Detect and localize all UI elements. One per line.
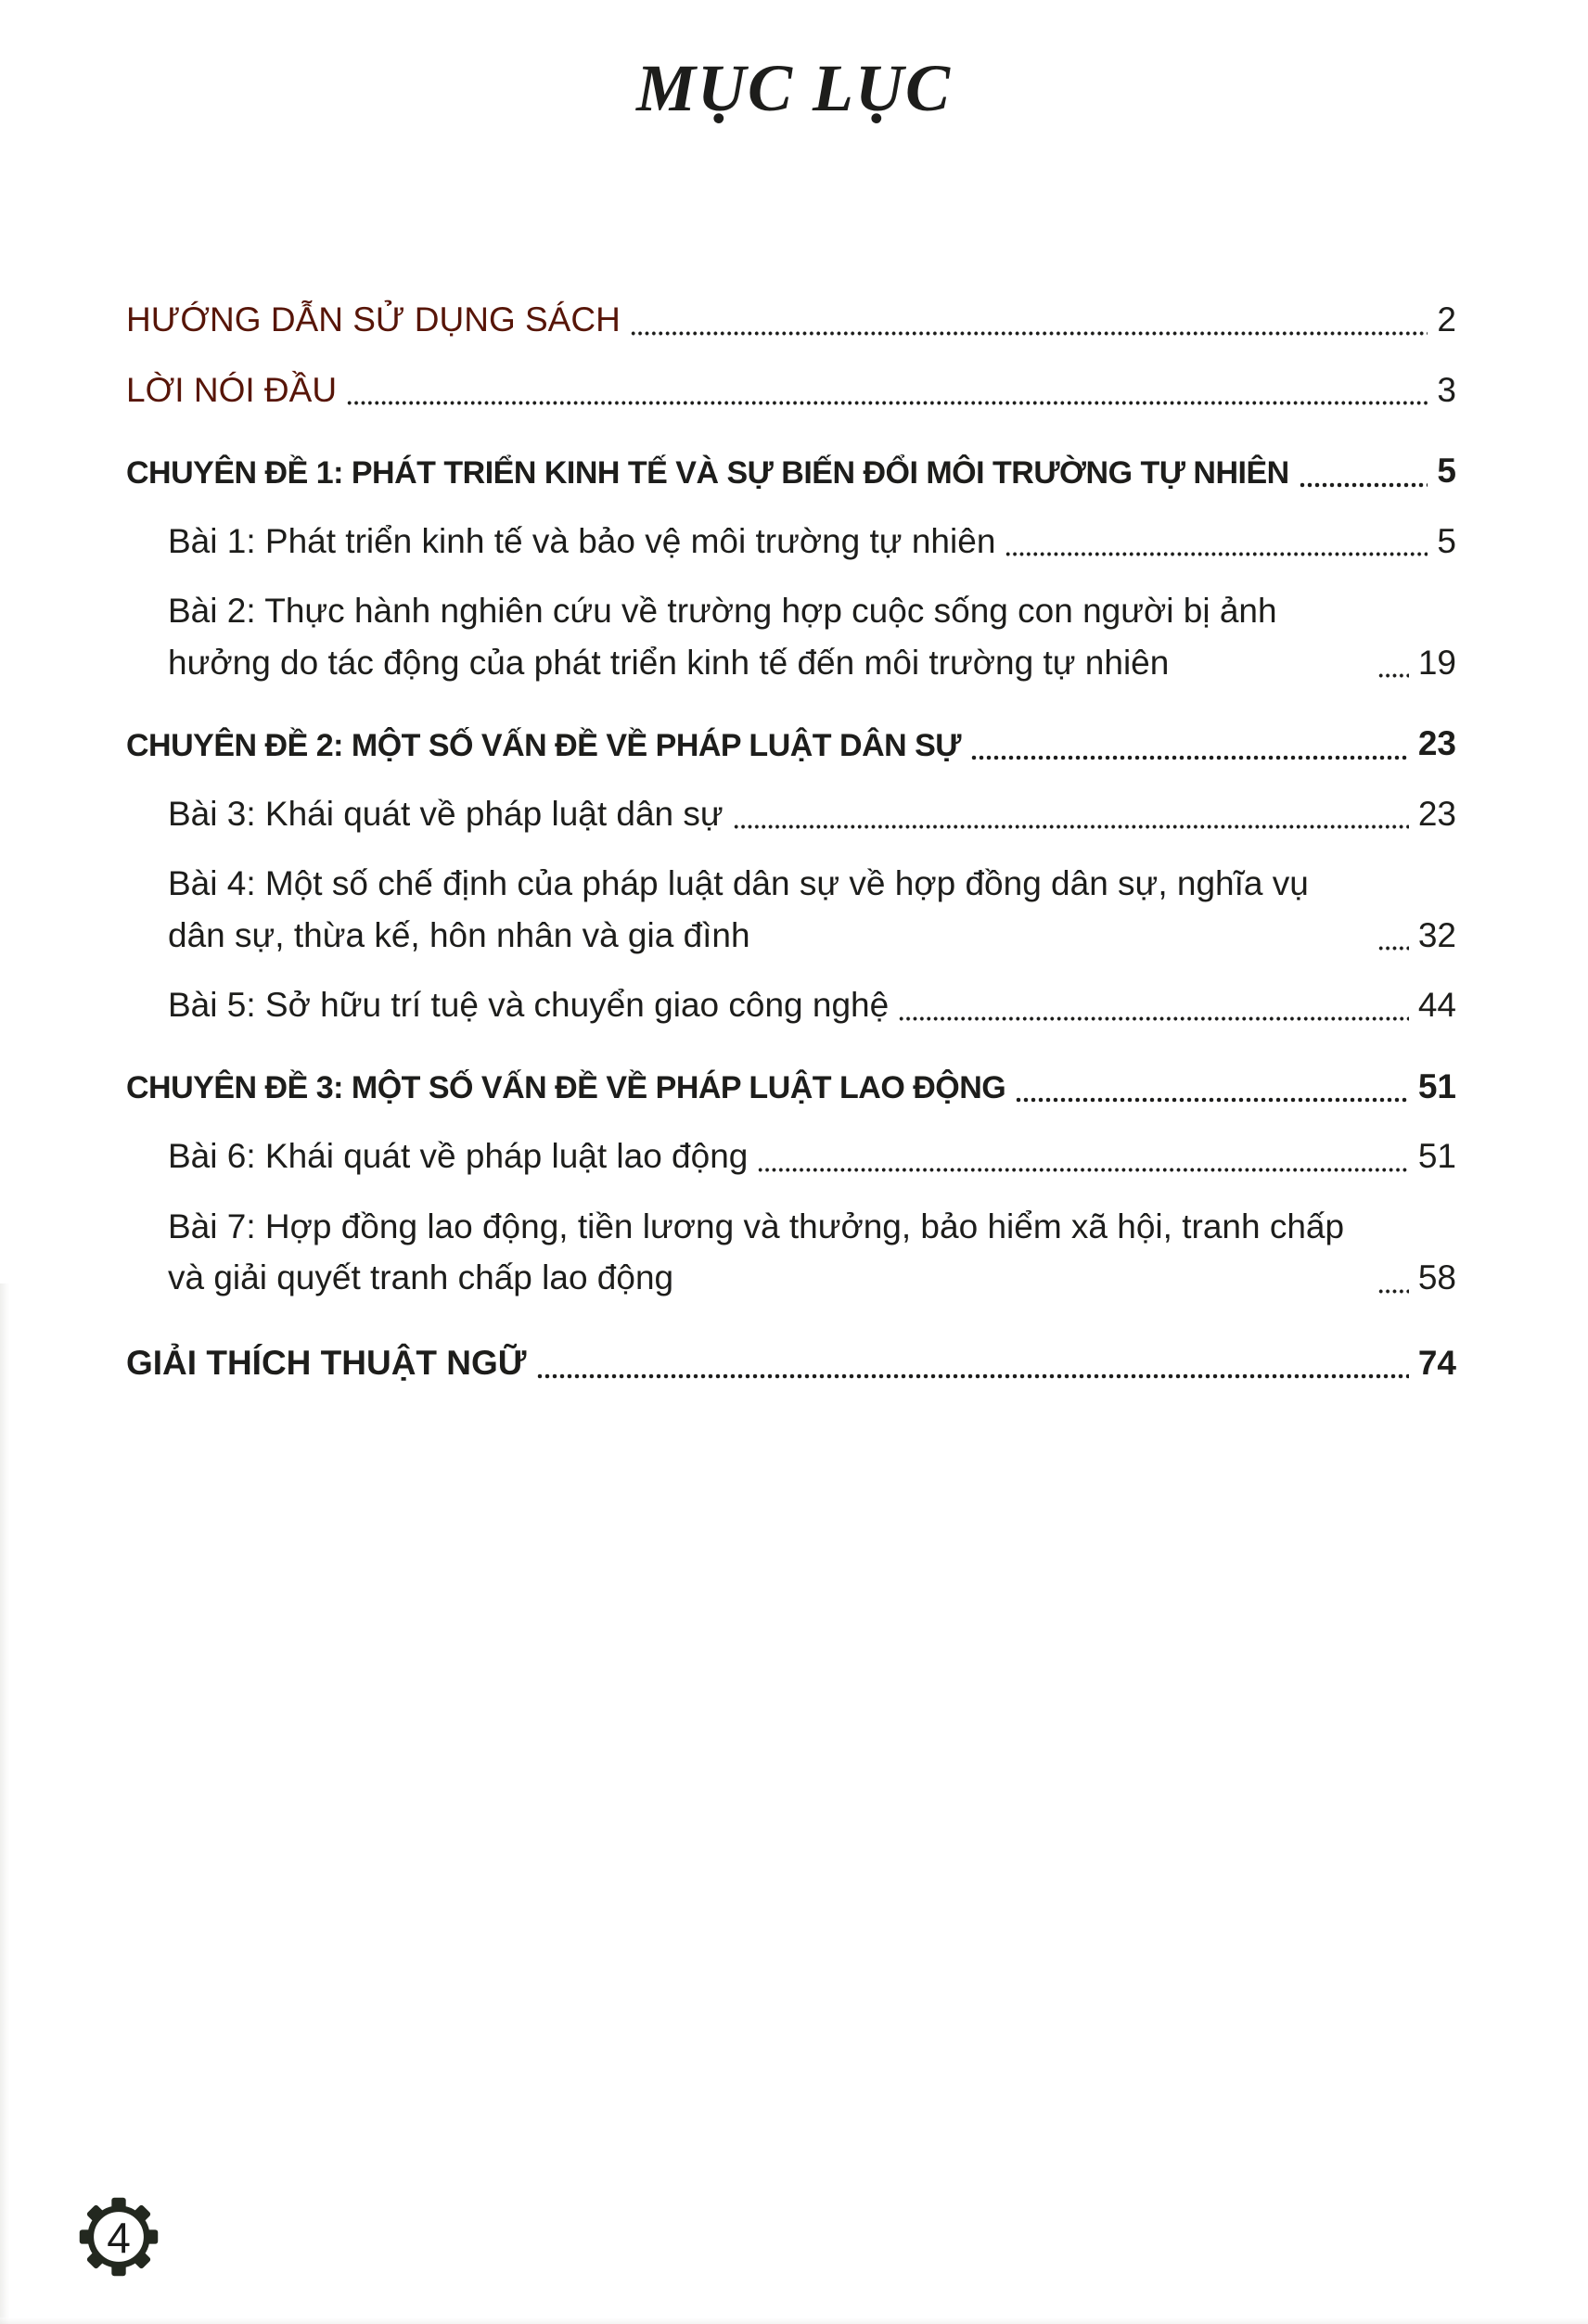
dotted-leader [757, 1168, 1408, 1172]
dotted-leader [1005, 552, 1428, 556]
toc-entry-page: 32 [1417, 915, 1456, 954]
toc-entry [126, 788, 1456, 840]
toc-entry-page: 44 [1417, 986, 1456, 1024]
toc-page [0, 50, 1588, 2262]
dotted-leader [630, 331, 1428, 336]
toc-entry [126, 718, 1456, 770]
dotted-leader [1299, 482, 1428, 488]
toc-entry [126, 445, 1456, 497]
toc-entry [126, 516, 1456, 568]
toc-entry [126, 364, 1456, 416]
dotted-leader [898, 1016, 1409, 1021]
toc-entry [126, 585, 1456, 688]
dotted-leader [970, 755, 1409, 760]
toc-entry-label: Bài 4: Một số chế định của pháp luật dân sự về hợp đồng dân sự, nghĩa vụ dân sự, thừa kế, hôn nhân và gia đình [168, 864, 1309, 954]
toc-entry-label: CHUYÊN ĐỀ 1: PHÁT TRIỂN KINH TẾ VÀ SỰ BIẾN ĐỔI MÔI TRƯỜNG TỰ NHIÊN [126, 454, 1289, 491]
toc-entry-label: Bài 3: Khái quát về pháp luật dân sự [168, 794, 724, 833]
toc-entry-page: 19 [1417, 643, 1456, 682]
dotted-leader [346, 401, 1428, 405]
toc-entry-label: GIẢI THÍCH THUẬT NGỮ [126, 1343, 527, 1382]
toc-entry-label: LỜI NÓI ĐẦU [126, 370, 338, 409]
dotted-leader [536, 1373, 1409, 1379]
toc-entry-page: 58 [1417, 1258, 1456, 1296]
page-footer [74, 2192, 163, 2281]
toc-entry-page: 23 [1417, 794, 1456, 833]
toc-entry [126, 1201, 1456, 1304]
toc-entry-page: 23 [1417, 724, 1456, 762]
toc-list [126, 294, 1456, 1388]
toc-entry-label: HƯỚNG DẪN SỬ DỤNG SÁCH [126, 300, 621, 338]
scan-edge-bottom [0, 2318, 1588, 2324]
toc-entry [126, 294, 1456, 346]
toc-entry-page: 5 [1437, 452, 1456, 490]
toc-entry [126, 1130, 1456, 1182]
toc-entry [126, 1337, 1456, 1389]
dotted-leader [1377, 673, 1409, 678]
toc-entry-page: 3 [1437, 370, 1456, 409]
footer-page-number: 4 [107, 2214, 131, 2262]
page-title: MỤC LỤC [635, 51, 953, 125]
toc-entry-label: CHUYÊN ĐỀ 2: MỘT SỐ VẤN ĐỀ VỀ PHÁP LUẬT DÂN SỰ [126, 727, 962, 763]
toc-entry-label: CHUYÊN ĐỀ 3: MỘT SỐ VẤN ĐỀ VỀ PHÁP LUẬT LAO ĐỘNG [126, 1070, 1006, 1105]
dotted-leader [1015, 1097, 1409, 1103]
toc-entry-page: 5 [1437, 521, 1456, 560]
toc-entry-label: Bài 2: Thực hành nghiên cứu về trường hợp cuộc sống con người bị ảnh hưởng do tác động của phát triển kinh tế đến môi trường tự nhiên [168, 592, 1277, 682]
toc-entry-page: 51 [1417, 1137, 1456, 1175]
scan-edge-left [0, 1283, 9, 2324]
toc-entry-label: Bài 6: Khái quát về pháp luật lao động [168, 1137, 749, 1175]
toc-entry-page: 51 [1417, 1066, 1456, 1105]
dotted-leader [733, 824, 1409, 829]
toc-entry [126, 858, 1456, 961]
toc-entry-page: 74 [1417, 1343, 1456, 1382]
toc-entry [126, 979, 1456, 1031]
toc-entry-label: Bài 7: Hợp đồng lao động, tiền lương và thưởng, bảo hiểm xã hội, tranh chấp và giải quyết tranh chấp lao động [168, 1207, 1345, 1296]
dotted-leader [1377, 1289, 1409, 1294]
toc-entry-page: 2 [1437, 300, 1456, 338]
toc-entry-label: Bài 1: Phát triển kinh tế và bảo vệ môi trường tự nhiên [168, 521, 996, 560]
dotted-leader [1377, 946, 1409, 951]
toc-entry-label: Bài 5: Sở hữu trí tuệ và chuyển giao công nghệ [168, 986, 890, 1024]
toc-entry [126, 1061, 1456, 1113]
